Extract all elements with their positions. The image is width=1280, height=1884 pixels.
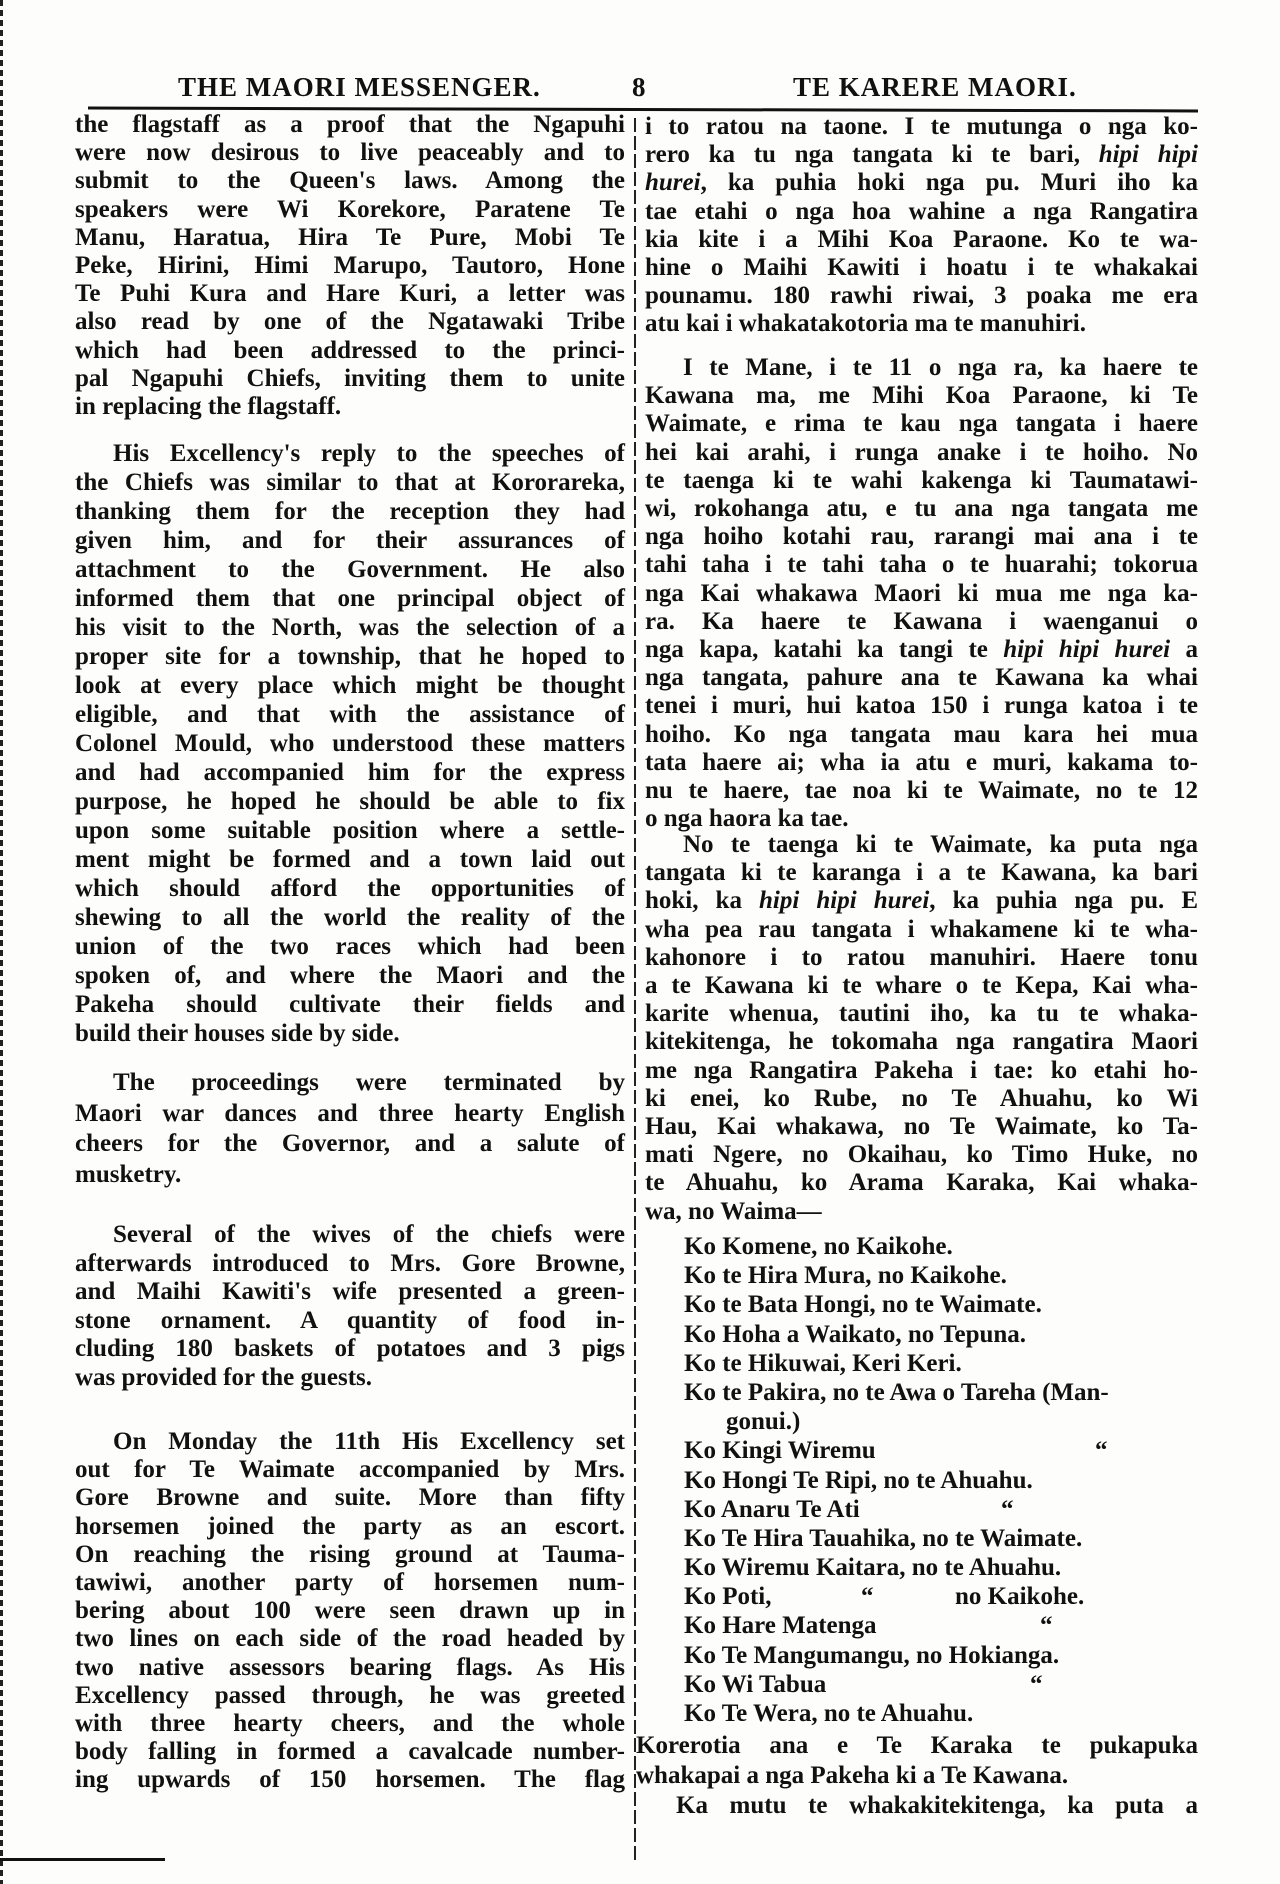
text-line: Gore Browne and suite. More than fifty [75,1484,625,1512]
text-line: Colonel Mould, who understood these matters [75,730,625,757]
text-line: in replacing the flagstaff. [75,393,342,421]
list-item-continuation: gonui.) [726,1408,801,1436]
text-line: cluding 180 baskets of potatoes and 3 pigs [75,1335,625,1362]
text-line: shewing to all the world the reality of the [75,904,625,931]
text-segment: a [1170,636,1199,664]
list-item: Ko Hongi Te Ripi, no te Ahuahu. [684,1466,1033,1494]
text-line: bering about 100 were seen drawn up in [75,1597,625,1625]
text-line: horsemen joined the party as an escort. [75,1512,625,1540]
list-item: Ko Te Hira Tauahika, no te Waimate. [684,1524,1083,1552]
text-line: body falling in formed a cavalcade number- [75,1738,625,1766]
paragraph-taonga [645,113,1198,339]
list-item: Ko Anaru Te Ati “ [684,1495,1014,1523]
text-line: two native assessors bearing flags. As His [75,1653,625,1681]
paragraph-wives [75,1221,625,1392]
italic-phrase: hipi hipi [1098,141,1198,169]
text-line: and Maihi Kawiti's wife presented a green- [75,1278,625,1305]
text-segment: , ka puhia nga pu. E [929,887,1198,915]
text-line: attachment to the Government. He also [75,556,625,583]
ditto-mark: “ [861,1583,874,1611]
text-line: The proceedings were terminated by [113,1069,625,1096]
text-line: the Chiefs was similar to that at Kororareka, [75,469,625,496]
text-line: musketry. [75,1160,182,1188]
text-line: whakapai a nga Pakeha ki a Te Kawana. [636,1762,1069,1789]
text-line: karite whenua, tautini iho, ka tu te whaka- [645,1000,1198,1028]
text-line: Excellency passed through, he was greeted [75,1681,625,1709]
attendee-list [684,1232,1204,1728]
text-line: two lines on each side of the road headed by [75,1625,625,1653]
text-line: given him, and for their assurances of [75,527,625,554]
text-line [645,141,1198,169]
masthead-english: THE MAORI MESSENGER. [178,72,541,102]
text-line: ment might be formed and a town laid out [75,846,625,873]
text-line: informed them that one principal object of [75,585,625,612]
text-line: kahonore i to ratou manuhiri. Haere tonu [645,943,1198,971]
ditto-mark: “ [1030,1670,1043,1698]
text-line: purpose, he hoped he should be able to fix [75,788,625,815]
text-line: On reaching the rising ground at Tauma- [75,1540,625,1568]
paragraph-proceedings [75,1068,625,1190]
page-edge [0,0,3,1884]
footer-rule [0,1858,165,1861]
list-item: Ko Komene, no Kaikohe. [684,1233,953,1260]
text-line: out for Te Waimate accompanied by Mrs. [75,1456,625,1484]
text-line: were now desirous to live peaceably and to [75,139,625,167]
text-line: wha pea rau tangata i whakamene ki te wha- [645,915,1198,943]
text-line: nga Kai whakawa Maori ki mua me nga ka- [645,579,1198,607]
text-line [645,636,1198,664]
text-line: tata haere ai; wha ia atu e muri, kakama to- [645,748,1198,776]
text-line: union of the two races which had been [75,933,625,960]
text-line: tangata ki te karanga i a te Kawana, ka bari [645,859,1198,887]
text-line: i to ratou na taone. I te mutunga o nga ko- [645,113,1198,140]
ditto-mark: “ [1001,1495,1014,1523]
italic-phrase: hipi hipi hurei [759,887,930,915]
text-line: Ka mutu te whakakitekitenga, ka puta a [676,1792,1198,1819]
text-line [645,169,1198,197]
list-item: Ko Hare Matenga “ [684,1612,1053,1640]
text-line: tawiwi, another party of horsemen num- [75,1569,625,1597]
text-line: his visit to the North, was the selection of a [75,614,625,641]
list-item: Ko Wiremu Kaitara, no te Ahuahu. [684,1554,1062,1582]
text-line: tahi taha i te tahi taha o te huarahi; tokorua [645,551,1198,579]
paragraph-flagstaff [75,111,625,421]
text-line: mati Ngere, no Okaihau, ko Timo Huke, no [645,1141,1198,1169]
text-line: His Excellency's reply to the speeches of [113,440,625,467]
text-line: te Ahuahu, ko Arama Karaka, Kai whaka- [645,1169,1198,1197]
text-line: On Monday the 11th His Excellency set [113,1428,625,1455]
text-line: build their houses side by side. [75,1020,400,1047]
text-line: Maori war dances and three hearty English [75,1099,625,1127]
text-line: cheers for the Governor, and a salute of [75,1130,625,1157]
text-line: afterwards introduced to Mrs. Gore Browne, [75,1249,625,1277]
text-line: I te Mane, i te 11 o nga ra, ka haere te [683,354,1198,381]
text-line: atu kai i whakatakotoria ma te manuhiri. [645,310,1087,338]
text-line: Peke, Hirini, Himi Marupo, Tautoro, Hone [75,252,625,280]
text-line: with three hearty cheers, and the whole [75,1710,625,1738]
text-segment: hoki, ka [645,887,760,915]
text-line: pal Ngapuhi Chiefs, inviting them to unite [75,364,625,392]
text-line: also read by one of the Ngatawaki Tribe [75,308,625,336]
text-line: Te Puhi Kura and Hare Kuri, a letter was [75,280,625,308]
text-line: upon some suitable position where a settle- [75,817,625,844]
italic-phrase: hurei [645,169,701,197]
text-line: ki enei, ko Rube, no Te Ahuahu, ko Wi [645,1084,1198,1112]
text-line: kitekitenga, he tokomaha nga rangatira Maori [645,1028,1198,1056]
list-item: Ko te Bata Hongi, no te Waimate. [684,1291,1042,1319]
text-line: kia kite i a Mihi Koa Paraone. Ko te wa- [645,225,1198,253]
text-line: which should afford the opportunities of [75,875,625,902]
italic-phrase: hipi hipi hurei [1003,636,1171,664]
text-line: which had been addressed to the princi- [75,336,625,364]
text-line: stone ornament. A quantity of food in- [75,1306,625,1334]
text-line: wa, no Waima— [645,1197,822,1225]
text-line: nu te haere, tae noa ki te Waimate, no te 12 [645,777,1198,805]
text-line: spoken of, and where the Maori and the [75,962,625,989]
ditto-mark: “ [1040,1612,1053,1640]
text-line: te taenga ki te wahi kakenga ki Taumatawi- [645,466,1198,494]
ditto-mark: “ [1095,1437,1108,1465]
text-line: Korerotia ana e Te Karaka te pukapuka [636,1732,1198,1759]
text-line: tae etahi o nga hoa wahine a nga Rangatira [645,197,1198,225]
column-divider [634,118,636,1860]
list-item: Ko Te Mangumangu, no Hokianga. [684,1641,1060,1669]
list-item: Ko te Pakira, no te Awa o Tareha (Man- [684,1378,1109,1406]
text-line: was provided for the guests. [75,1363,373,1391]
list-item: Ko Te Wera, no te Ahuahu. [684,1700,974,1727]
page-number: 8 [632,72,647,102]
text-line: tenei i muri, hui katoa 150 i runga katoa i te [645,692,1198,720]
text-segment: rero ka tu nga tangata ki te bari, [645,141,1099,169]
list-item: Ko te Hira Mura, no Kaikohe. [684,1262,1007,1290]
text-line: hine o Maihi Kawiti i hoatu i te whakakai [645,254,1198,282]
text-line: Hau, Kai whakawa, no Te Waimate, ko Ta- [645,1113,1198,1141]
text-line: proper site for a township, that he hoped to [75,643,625,670]
text-line: hei kai arahi, i runga anake i te hoiho. No [645,438,1198,466]
text-line: nga tangata, pahure ana te Kawana ka whai [645,664,1198,692]
paragraph-excellency-reply [75,439,625,1048]
list-item: Ko Kingi Wiremu “ [684,1437,1108,1465]
text-line: eligible, and that with the assistance of [75,701,625,728]
list-item: Ko Hoha a Waikato, no Tepuna. [684,1320,1027,1348]
text-line: me nga Rangatira Pakeha i tae: ko etahi ho- [645,1056,1198,1084]
text-line: pounamu. 180 rawhi riwai, 3 poaka me era [645,282,1198,310]
text-line: ing upwards of 150 horsemen. The flag [75,1766,625,1794]
masthead-maori: TE KARERE MAORI. [793,72,1077,102]
list-item: Ko Wi Tabua “ [684,1670,1043,1698]
text-line: Manu, Haratua, Hira Te Pure, Mobi Te [75,223,625,251]
paragraph-monday [75,1428,625,1795]
text-line: and had accompanied him for the express [75,759,625,786]
text-line: the flagstaff as a proof that the Ngapuhi [75,111,625,138]
text-line: submit to the Queen's laws. Among the [75,167,625,195]
text-line: hoiho. Ko nga tangata mau kara hei mua [645,720,1198,748]
text-line [645,887,1198,915]
list-item: Ko te Hikuwai, Keri Keri. [684,1349,962,1377]
text-line: ra. Ka haere te Kawana i waenganui o [645,607,1198,635]
text-line: nga hoiho kotahi rau, rarangi mai ana i te [645,523,1198,551]
text-segment: , ka puhia hoki nga pu. Muri iho ka [700,169,1198,197]
list-item-place: no Kaikohe. [955,1583,1085,1611]
text-line: Pakeha should cultivate their fields and [75,991,625,1018]
text-line: Several of the wives of the chiefs were [113,1221,625,1248]
text-line: Kawana ma, me Mihi Koa Paraone, ki Te [645,382,1198,410]
text-line: thanking them for the reception they had [75,498,625,525]
text-line: o nga haora ka tae. [645,805,849,833]
text-line: Waimate, e rima te kau nga tangata i haere [645,410,1198,438]
paragraph-waimate [645,831,1198,1226]
text-line: a te Kawana ki te whare o te Kepa, Kai wha- [645,972,1198,1000]
list-item: Ko Poti, “ no Kaikohe. [684,1583,1085,1611]
text-line: speakers were Wi Korekore, Paratene Te [75,195,625,223]
text-line: No te taenga ki te Waimate, ka puta nga [683,831,1198,858]
text-line: look at every place which might be thought [75,672,625,699]
paragraph-mane [645,354,1198,833]
text-line: wi, rokohanga atu, e tu ana nga tangata me [645,495,1198,523]
closing-paragraph [636,1731,1198,1821]
text-segment: nga kapa, katahi ka tangi te [645,636,1004,664]
